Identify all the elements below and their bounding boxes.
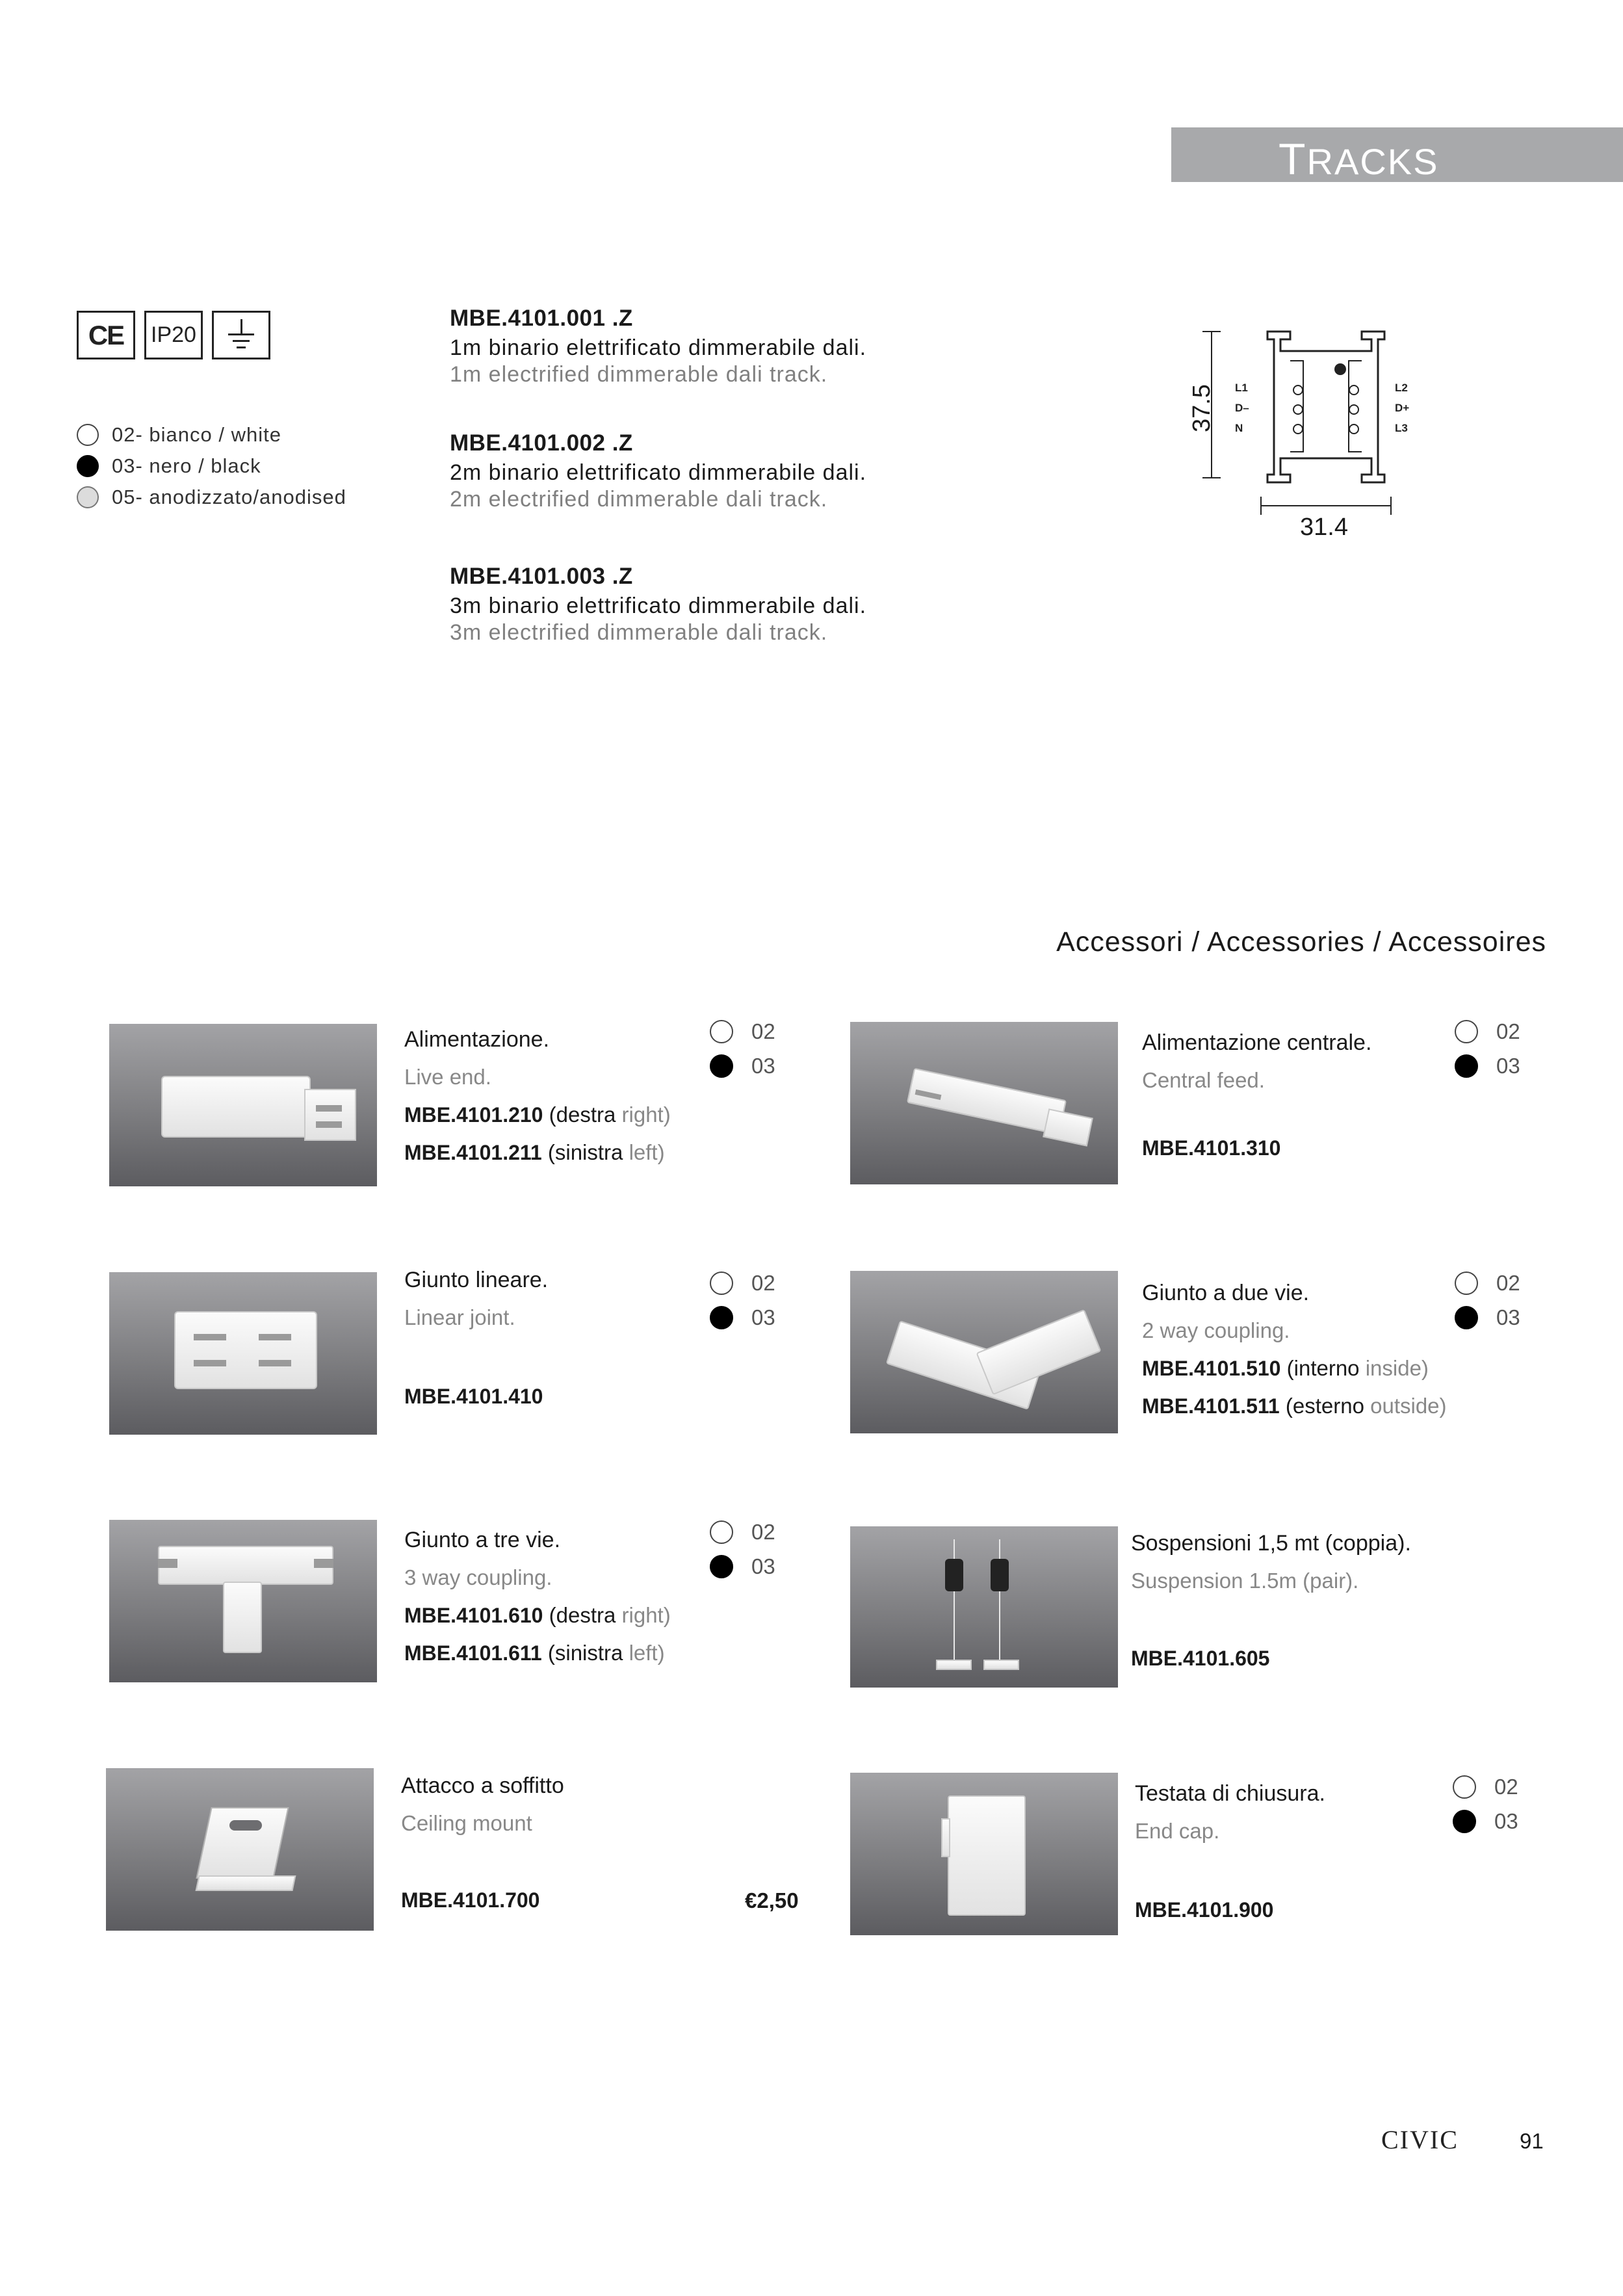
product-description-it: 2m binario elettrificato dimmerabile dali. xyxy=(450,460,867,485)
label-left-1: L1 xyxy=(1235,382,1248,394)
product-code: MBE.4101.001 .Z xyxy=(450,306,633,331)
black-option-icon xyxy=(1455,1306,1478,1329)
white-option-icon xyxy=(710,1520,733,1544)
black-option-icon xyxy=(710,1054,733,1078)
suspension-subtitle: Suspension 1.5m (pair). xyxy=(1131,1569,1359,1593)
three-way-coupling-subtitle: 3 way coupling. xyxy=(404,1565,552,1589)
live-end-options: 02 03 xyxy=(710,1014,775,1083)
product-description-en: 2m electrified dimmerable dali track. xyxy=(450,487,828,512)
product-description-it: 1m binario elettrificato dimmerabile dali. xyxy=(450,335,867,360)
profile-height-dimension: 37.5 xyxy=(1188,384,1215,432)
black-option-icon xyxy=(1453,1810,1476,1833)
three-way-code-right: MBE.4101.610 (destra right) xyxy=(404,1603,671,1627)
page-number: 91 xyxy=(1520,2129,1544,2153)
central-feed-code: MBE.4101.310 xyxy=(1142,1136,1281,1160)
label-right-1: L2 xyxy=(1395,382,1408,394)
central-feed-photo xyxy=(850,1022,1118,1184)
legend-item-black: 03- nero / black xyxy=(77,450,346,482)
white-option-icon xyxy=(710,1020,733,1043)
end-cap-photo xyxy=(850,1773,1118,1935)
color-legend xyxy=(77,419,346,513)
two-way-coupling-title: Giunto a due vie. xyxy=(1142,1281,1310,1305)
brand-logo: CIVIC xyxy=(1381,2125,1459,2154)
track-product-2m xyxy=(450,430,866,512)
end-cap-options: 02 03 xyxy=(1453,1769,1518,1838)
live-end-photo xyxy=(109,1024,377,1186)
ce-mark-icon: CE xyxy=(77,311,135,359)
product-code: MBE.4101.002 .Z xyxy=(450,430,633,456)
legend-item-anodised: 05- anodizzato/anodised xyxy=(77,482,346,513)
black-option-icon xyxy=(710,1555,733,1578)
two-way-coupling-photo xyxy=(850,1271,1118,1433)
profile-width-dimension: 31.4 xyxy=(1300,514,1348,541)
track-product-3m xyxy=(450,564,866,646)
central-feed-subtitle: Central feed. xyxy=(1142,1068,1265,1092)
ip-rating-badge: IP20 xyxy=(144,311,203,359)
product-description-en: 3m electrified dimmerable dali track. xyxy=(450,620,828,645)
linear-joint-code: MBE.4101.410 xyxy=(404,1385,543,1408)
accessories-heading: Accessori / Accessories / Accessoires xyxy=(1056,926,1546,958)
earth-ground-icon xyxy=(212,311,270,359)
section-title: TRACKS xyxy=(1279,135,1439,184)
white-option-icon xyxy=(1455,1020,1478,1043)
profile-section-svg xyxy=(1176,312,1410,553)
central-feed-title: Alimentazione centrale. xyxy=(1142,1030,1372,1055)
live-end-code-left: MBE.4101.211 (sinistra left) xyxy=(404,1140,665,1164)
end-cap-subtitle: End cap. xyxy=(1135,1819,1220,1843)
suspension-code: MBE.4101.605 xyxy=(1131,1647,1270,1670)
label-left-3: N xyxy=(1235,422,1243,434)
black-swatch-icon xyxy=(77,455,99,477)
linear-joint-options: 02 03 xyxy=(710,1266,775,1335)
live-end-code-right: MBE.4101.210 (destra right) xyxy=(404,1102,671,1127)
white-option-icon xyxy=(710,1272,733,1295)
live-end-title: Alimentazione. xyxy=(404,1027,550,1052)
anodised-swatch-icon xyxy=(77,486,99,508)
black-option-icon xyxy=(710,1306,733,1329)
black-option-icon xyxy=(1455,1054,1478,1078)
ceiling-mount-subtitle: Ceiling mount xyxy=(401,1811,532,1835)
ceiling-mount-code: MBE.4101.700 xyxy=(401,1888,540,1912)
product-code: MBE.4101.003 .Z xyxy=(450,564,633,589)
central-feed-options: 02 03 xyxy=(1455,1014,1520,1083)
linear-joint-title: Giunto lineare. xyxy=(404,1268,549,1292)
two-way-code-inside: MBE.4101.510 (interno inside) xyxy=(1142,1356,1429,1380)
three-way-coupling-title: Giunto a tre vie. xyxy=(404,1528,561,1552)
live-end-subtitle: Live end. xyxy=(404,1065,491,1089)
suspension-title: Sospensioni 1,5 mt (coppia). xyxy=(1131,1531,1411,1556)
legend-item-white: 02- bianco / white xyxy=(77,419,346,450)
two-way-coupling-subtitle: 2 way coupling. xyxy=(1142,1318,1290,1342)
section-band xyxy=(1171,127,1623,182)
three-way-coupling-photo xyxy=(109,1520,377,1682)
label-right-3: L3 xyxy=(1395,422,1408,434)
end-cap-code: MBE.4101.900 xyxy=(1135,1898,1274,1922)
product-description-it: 3m binario elettrificato dimmerabile dali. xyxy=(450,594,867,618)
ceiling-mount-photo xyxy=(106,1768,374,1931)
track-profile-drawing xyxy=(1176,312,1410,553)
end-cap-title: Testata di chiusura. xyxy=(1135,1781,1325,1806)
white-option-icon xyxy=(1455,1272,1478,1295)
suspension-photo xyxy=(850,1526,1118,1688)
two-way-coupling-options: 02 03 xyxy=(1455,1266,1520,1335)
linear-joint-photo xyxy=(109,1272,377,1435)
white-option-icon xyxy=(1453,1775,1476,1799)
product-description-en: 1m electrified dimmerable dali track. xyxy=(450,362,828,387)
ceiling-mount-title: Attacco a soffitto xyxy=(401,1773,564,1798)
white-swatch-icon xyxy=(77,424,99,446)
two-way-code-outside: MBE.4101.511 (esterno outside) xyxy=(1142,1394,1447,1418)
track-product-1m xyxy=(450,306,866,387)
label-right-2: D+ xyxy=(1395,402,1410,414)
linear-joint-subtitle: Linear joint. xyxy=(404,1305,515,1329)
ceiling-mount-price: €2,50 xyxy=(745,1888,799,1912)
label-left-2: D– xyxy=(1235,402,1249,414)
three-way-code-left: MBE.4101.611 (sinistra left) xyxy=(404,1641,665,1665)
three-way-coupling-options: 02 03 xyxy=(710,1515,775,1584)
